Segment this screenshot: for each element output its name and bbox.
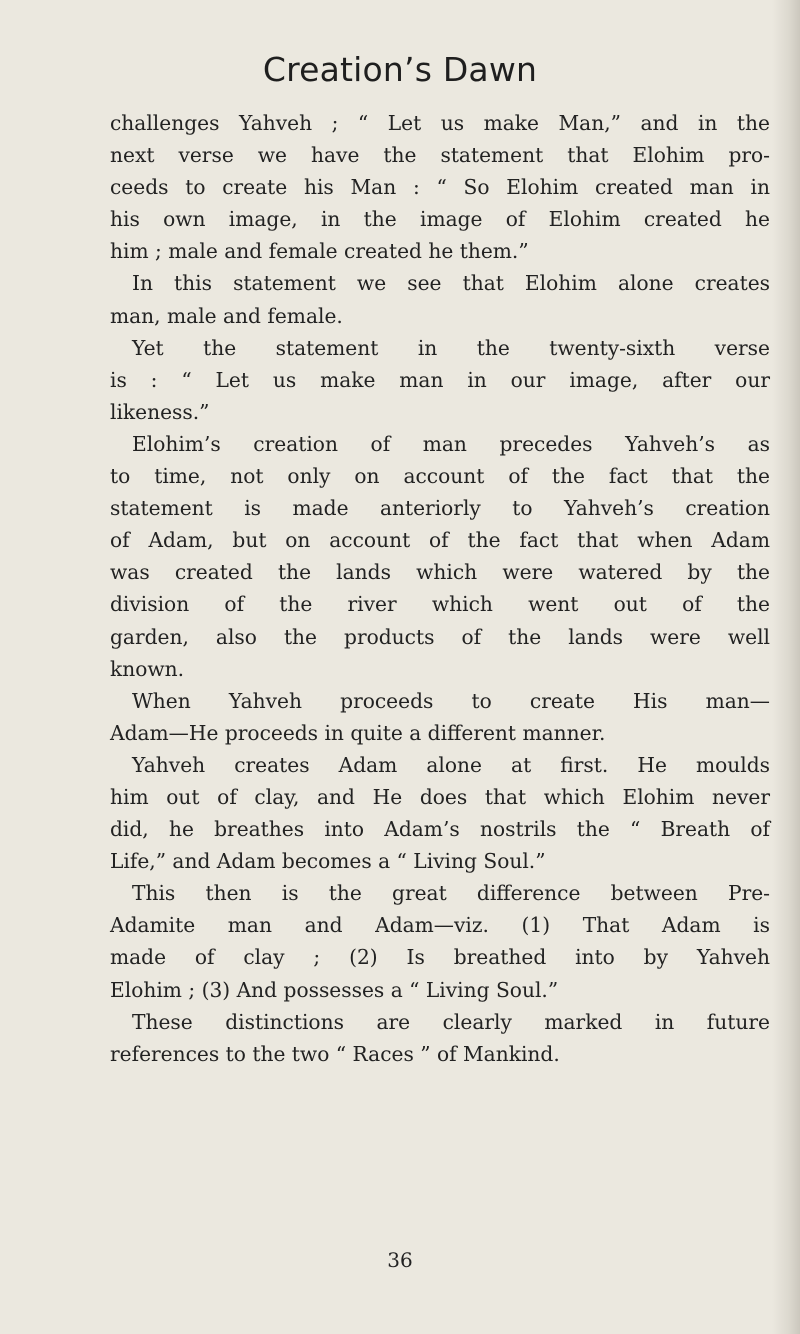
paragraph <box>110 107 770 267</box>
text-line: Yet the statement in the twenty-sixth verse <box>132 335 770 360</box>
text-line: known. <box>110 656 185 681</box>
paragraph <box>110 332 770 428</box>
paragraph <box>110 267 770 331</box>
page-edge-shadow <box>772 0 800 1334</box>
text-line: This then is the great difference between Pre- <box>132 881 770 906</box>
text-line: made of clay ; (2) Is breathed into by Yahveh <box>110 945 770 970</box>
text-line: When Yahveh proceeds to create His man— <box>132 688 770 713</box>
text-line: him ; male and female created he them.” <box>110 239 529 264</box>
text-line: was created the lands which were watered by the <box>110 560 770 585</box>
text-line: garden, also the products of the lands were well <box>110 624 770 649</box>
text-line: Adamite man and Adam—viz. (1) That Adam is <box>110 913 770 938</box>
text-line: Elohim ; (3) And possesses a “ Living Soul.” <box>110 977 559 1002</box>
body-text <box>110 107 770 1070</box>
text-line: him out of clay, and He does that which Elohim never <box>110 784 770 809</box>
text-line: challenges Yahveh ; “ Let us make Man,” and in the <box>110 111 770 135</box>
text-line: to time, not only on account of the fact that the <box>110 464 770 489</box>
text-line: of Adam, but on account of the fact that when Adam <box>110 528 770 553</box>
running-head: Creation’s Dawn <box>262 50 538 89</box>
paragraph <box>110 877 770 1005</box>
text-line: next verse we have the statement that Elohim pro- <box>110 143 770 168</box>
text-line: Yahveh creates Adam alone at first. He moulds <box>132 752 770 777</box>
text-line: did, he breathes into Adam’s nostrils the “ Breath of <box>110 817 770 842</box>
text-line: references to the two “ Races ” of Mankind. <box>110 1041 560 1066</box>
page-number: 36 <box>387 1248 413 1272</box>
paragraph <box>110 428 770 685</box>
text-line: These distinctions are clearly marked in future <box>132 1009 770 1034</box>
text-line: is : “ Let us make man in our image, after our <box>110 367 770 392</box>
text-line: division of the river which went out of the <box>110 592 770 617</box>
text-line: his own image, in the image of Elohim created he <box>110 207 770 232</box>
text-line: Life,” and Adam becomes a “ Living Soul.” <box>110 849 546 874</box>
paragraph <box>110 749 770 877</box>
text-line: statement is made anteriorly to Yahveh’s creation <box>110 496 770 521</box>
text-line: In this statement we see that Elohim alone creates <box>132 271 770 296</box>
text-line: man, male and female. <box>110 303 343 328</box>
paragraph <box>110 1006 770 1070</box>
text-line: Adam—He proceeds in quite a different manner. <box>110 720 606 745</box>
text-line: ceeds to create his Man : “ So Elohim created man in <box>110 175 770 200</box>
text-line: Elohim’s creation of man precedes Yahveh’s as <box>132 431 770 456</box>
text-line: likeness.” <box>110 399 210 424</box>
paragraph <box>110 685 770 749</box>
